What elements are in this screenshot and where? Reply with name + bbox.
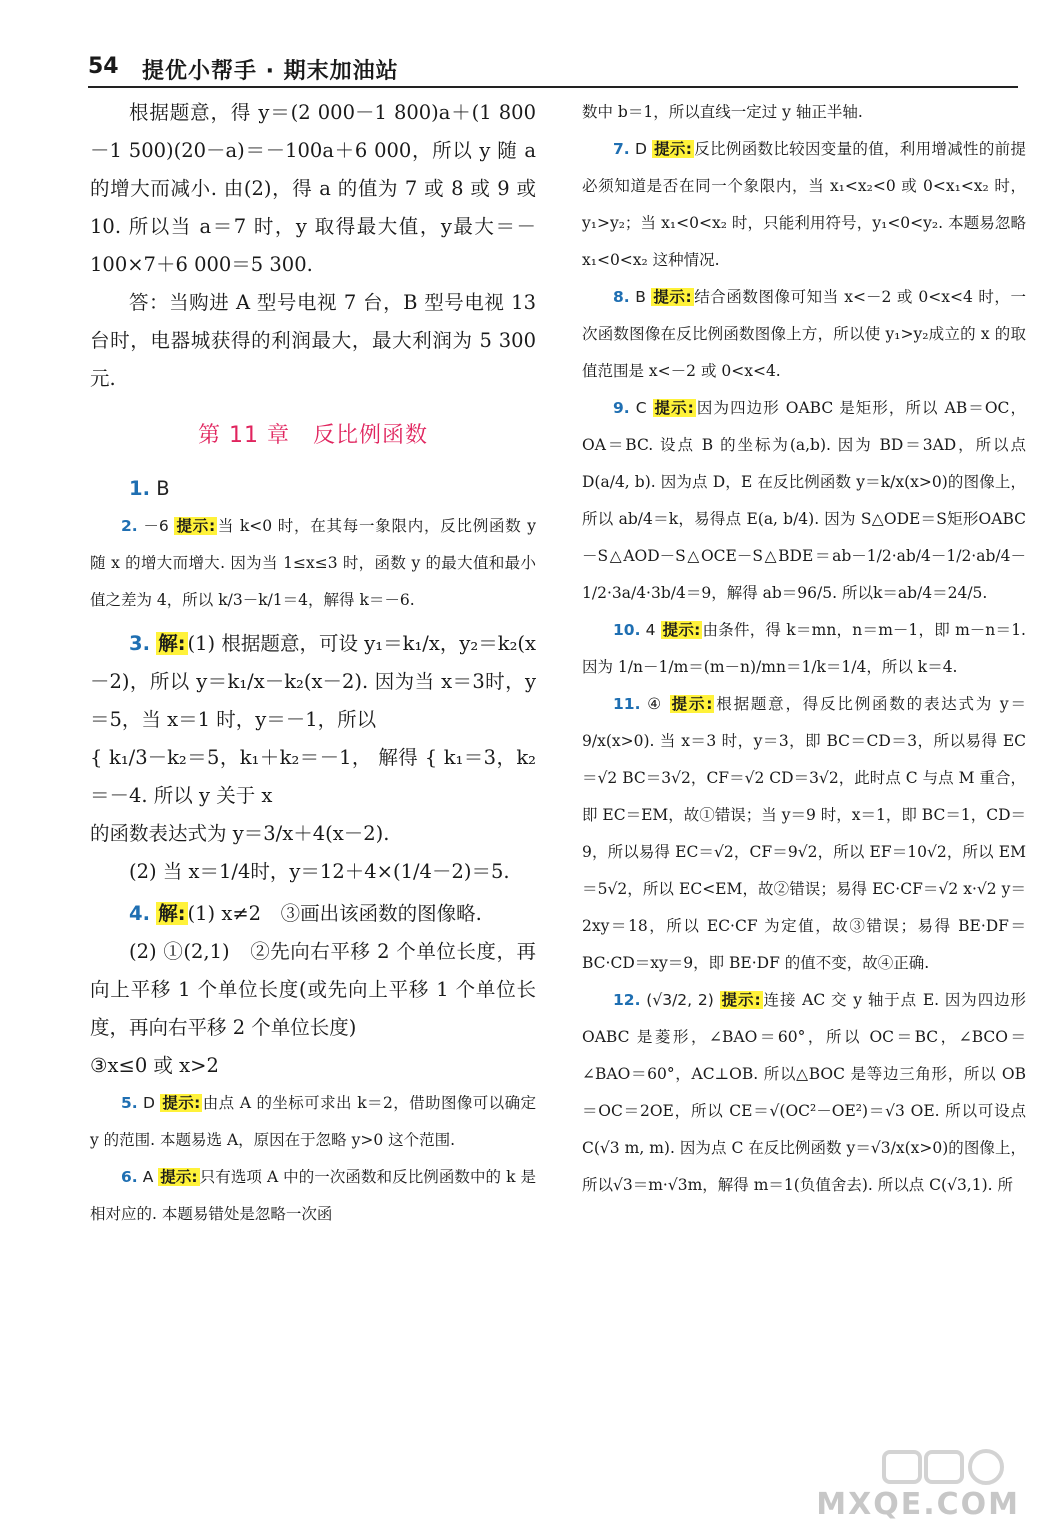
prev-solution-paragraph: 根据题意，得 y＝(2 000－1 800)a＋(1 800－1 500)(20－a)＝－100a＋6 000，所以 y 随 a 的增大而减小. 由(2)，得 a 的值为 7 或 8 或 9 或 10. 所以当 a＝7 时，y 取得最大值，y最大＝－100×7＋6 000＝5 300. — [90, 101, 536, 276]
question-1 — [90, 470, 536, 508]
question-6-continued: 数中 b＝1，所以直线一定过 y 轴正半轴. — [582, 103, 863, 121]
watermark-text: MXQE.COM — [816, 1487, 1020, 1522]
question-number: 7. — [613, 140, 630, 158]
hint-label: 提示: — [176, 517, 216, 535]
hint-text: 由点 A 的坐标可求出 k＝2，借助图像可以确定 y 的范围. 本题易选 A，原因在于忽略 y>0 这个范围. — [90, 1094, 536, 1149]
hint-text: 根据题意，得反比例函数的表达式为 y＝9/x(x>0). 当 x＝3 时，y＝3，即 BC＝CD＝3，所以易得 EC＝√2 BC＝3√2，CF＝√2 CD＝3√2，此时点 C 与点 M 重合，即 EC＝EM，故①错误；当 y＝9 时，x＝1，即 BC＝1，CD＝9，所以易得 EC＝√2，CF＝9√2，所以 EF＝10√2，所以 EM＝5√2，所以 EC<EM，故②错误；易得 EC·CF＝√2 x·√2 y＝2xy＝18，所以 EC·CF 为定值，故③错误；易得 BE·DF＝BC·CD＝xy＝9，即 BE·DF 的值不变，故④正确. — [582, 695, 1026, 972]
answer: C — [635, 399, 647, 417]
question-8 — [582, 279, 1026, 390]
hint-label: 提示: — [671, 695, 713, 713]
question-number: 2. — [121, 517, 138, 535]
hint-label: 提示: — [162, 1094, 201, 1112]
hint-label: 提示: — [654, 399, 694, 417]
answer: D — [143, 1094, 155, 1112]
answer: B — [635, 288, 646, 306]
question-10 — [582, 612, 1026, 686]
answer: 4 — [645, 621, 656, 639]
question-number: 6. — [121, 1168, 138, 1186]
question-12 — [582, 982, 1026, 1204]
book-title: 提优小帮手 · 期末加油站 — [142, 59, 399, 84]
hint-text: 由条件，得 k＝mn，n＝m－1，即 m－n＝1. 因为 1/n－1/m＝(m－n)/mn＝1/k＝1/4，所以 k＝4. — [582, 621, 1026, 676]
hint-text: 连接 AC 交 y 轴于点 E. 因为四边形 OABC 是菱形，∠BAO＝60°，所以 OC＝BC，∠BCO＝∠BAO＝60°，AC⊥OB. 所以△BOC 是等边三角形，所以 OB＝OC＝2OE，所以 CE＝√(OC²－OE²)＝√3 OE. 所以可设点 C(√3 m, m). 因为点 C 在反比例函数 y＝√3/x(x>0)的图像上，所以√3＝m·√3m，解得 m＝1(负值舍去). 所以点 C(√3,1). 所 — [582, 991, 1026, 1194]
chapter-title: 第 11 章 反比例函数 — [198, 423, 428, 448]
question-number: 1. — [129, 477, 150, 500]
page-header — [88, 52, 1018, 88]
hint-text: 结合函数图像可知当 x<－2 或 0<x<4 时，一次函数图像在反比例函数图像上方，所以使 y₁>y₂成立的 x 的取值范围是 x<－2 或 0<x<4. — [582, 288, 1026, 380]
answer: －6 — [143, 517, 169, 535]
hint-text: 反比例函数比较因变量的值，利用增减性的前提必须知道是否在同一个象限内，当 x₁<x₂<0 或 0<x₁<x₂ 时，y₁>y₂；当 x₁<0<x₂ 时，只能利用符号，y₁<0<y₂. 本题易忽略 x₁<0<x₂ 这种情况. — [582, 140, 1026, 269]
solution-line: 的函数表达式为 y＝3/x＋4(x－2). — [90, 822, 390, 845]
hint-label: 提示: — [160, 1168, 198, 1186]
hint-label: 提示: — [721, 991, 761, 1009]
question-4 — [90, 895, 536, 933]
solution-system: { k₁/3－k₂＝5，k₁＋k₂＝－1， 解得 { k₁＝3，k₂＝－4. 所以 y 关于 x — [90, 746, 536, 807]
hint-label: 提示: — [653, 288, 692, 306]
question-number: 9. — [613, 399, 630, 417]
solution-line: (1) x≠2 ③画出该函数的图像略. — [187, 902, 482, 925]
answer: ④ — [647, 695, 663, 713]
answer: B — [156, 477, 170, 500]
answer: D — [634, 140, 647, 158]
solution-line: (1) 根据题意，可设 y₁＝k₁/x，y₂＝k₂(x－2)，所以 y＝k₁/x－k₂(x－2). 因为当 x＝3时，y＝5，当 x＝1 时，y＝－1，所以 — [90, 632, 537, 731]
question-number: 4. — [129, 902, 150, 925]
question-number: 10. — [613, 621, 641, 639]
question-5 — [90, 1085, 536, 1159]
solution-label: 解: — [158, 902, 186, 925]
solution-label: 解: — [158, 632, 186, 655]
question-9 — [582, 390, 1026, 612]
hint-text: 只有选项 A 中的一次函数和反比例函数中的 k 是相对应的. 本题易错处是忽略一次函 — [90, 1168, 536, 1223]
solution-line: (2) 当 x＝1/4时，y＝12＋4×(1/4－2)＝5. — [129, 860, 510, 883]
hint-label: 提示: — [654, 140, 692, 158]
question-11 — [582, 686, 1026, 982]
hint-label: 提示: — [662, 621, 701, 639]
hint-text: 当 k<0 时，在其每一象限内，反比例函数 y 随 x 的增大而增大. 因为当 1≤x≤3 时，函数 y 的最大值和最小值之差为 4，所以 k/3－k/1＝4，解得 k＝－6. — [90, 517, 537, 609]
question-7 — [582, 131, 1026, 279]
question-2 — [90, 508, 536, 619]
question-number: 3. — [129, 632, 150, 655]
answer: (√3/2, 2) — [646, 991, 714, 1009]
left-column — [90, 94, 536, 1233]
question-number: 8. — [613, 288, 630, 306]
solution-line: ③x≤0 或 x>2 — [90, 1054, 219, 1077]
hint-text: 因为四边形 OABC 是矩形，所以 AB＝OC，OA＝BC. 设点 B 的坐标为(a,b). 因为 BD＝3AD，所以点 D(a/4, b). 因为点 D，E 在反比例函数 y＝k/x(x>0)的图像上，所以 ab/4＝k，易得点 E(a, b/4). 因为 S△ODE＝S矩形OABC－S△AOD－S△OCE－S△BDE＝ab－1/2·ab/4－1/2·ab/4－1/2·3a/4·3b/4＝9，解得 ab＝96/5. 所以k＝ab/4＝24/5. — [582, 399, 1026, 602]
question-number: 12. — [613, 991, 641, 1009]
question-number: 11. — [613, 695, 641, 713]
prev-solution-answer: 答：当购进 A 型号电视 7 台，B 型号电视 13 台时，电器城获得的利润最大，最大利润为 5 300 元. — [90, 291, 536, 390]
question-number: 5. — [121, 1094, 138, 1112]
right-column — [582, 94, 1026, 1204]
question-6 — [90, 1159, 536, 1233]
solution-line: (2) ①(2,1) ②先向右平移 2 个单位长度，再向上平移 1 个单位长度(或先向上平移 1 个单位长度，再向右平移 2 个单位长度) — [90, 940, 536, 1039]
page-number: 54 — [88, 54, 119, 79]
question-3 — [90, 625, 536, 739]
answer: A — [142, 1168, 154, 1186]
